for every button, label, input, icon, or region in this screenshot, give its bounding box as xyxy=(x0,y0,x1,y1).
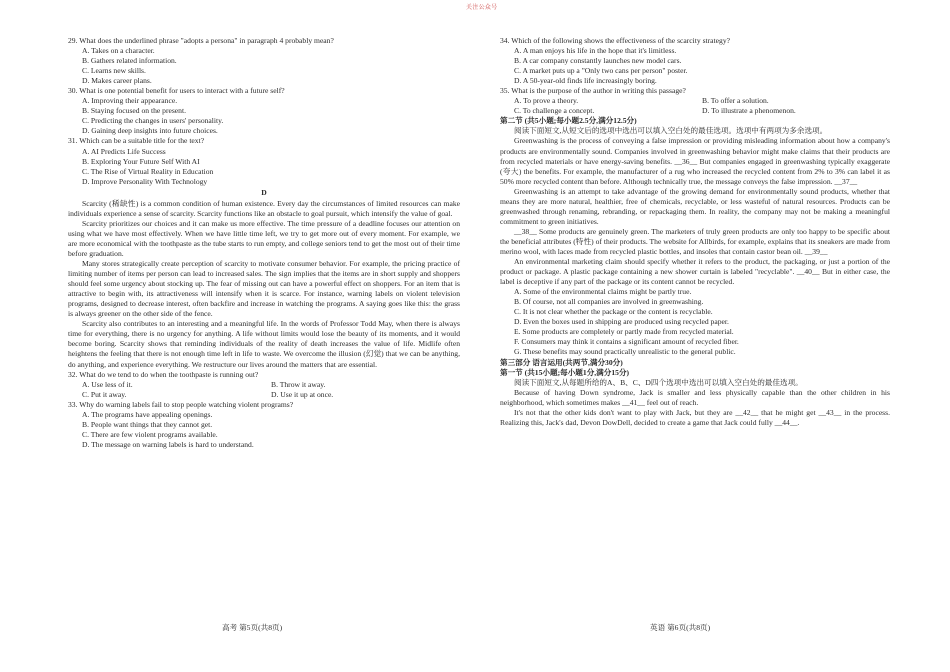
passage-paragraph: An environmental marketing claim should specify whether it refers to the product, the packaging, or just a portion of the product or package. A plastic package containing a new shower curtain is labeled "recyclable". __40__ But in either case, the label is deceptive if any part of the package or its content cannot be recycled. xyxy=(500,257,890,287)
option: B. A car company constantly launches new model cars. xyxy=(514,56,682,66)
option: C. Learns new skills. xyxy=(82,66,146,76)
option: A. To prove a theory. xyxy=(514,96,579,106)
option: C. There are few violent programs available. xyxy=(82,429,218,439)
question-33: 33. Why do warning labels fail to stop people watching violent programs? xyxy=(68,399,294,409)
passage-paragraph: Many stores strategically create perception of scarcity to motivate consumer behavior. For example, the pricing practice of limiting number of items per person can lead to increased sales. The sign implies that the items are in short supply and shoppers should feel some urgency about stocking up. The fear of missing out can have a powerful effect on shoppers. For an item that is attractive to begin with, its attractiveness will intensify when it is scarce. For instance, warning labels on violent television programs, designed to decrease interest, often backfire and increase in watching the programs. A saying goes like this: the grass is always greener on the other side of the fence. xyxy=(68,259,460,319)
choice: C. It is not clear whether the package or the content is recyclable. xyxy=(514,307,713,317)
choice: B. Of course, not all companies are involved in greenwashing. xyxy=(514,297,704,307)
section-header: 第二节 (共5小题;每小题2.5分,满分12.5分) xyxy=(500,116,637,126)
passage-paragraph: __38__ Some products are genuinely green. The marketers of truly green products are only too happy to be specific about the beneficial attributes (特性) of their products. The website for Allbirds, for example, explains that its sneakers are made from merino wool, with laces made from recycled plastic bottles, and insoles that contain castor bean oil. __39__ xyxy=(500,226,890,256)
watermark-stamp: 关注公众号 xyxy=(466,5,498,11)
page-footer-right: 英语 第6页(共8页) xyxy=(650,623,711,632)
cloze-paragraph: Because of having Down syndrome, Jack is smaller and less physically capable than the other children in his neighborhood, which sometimes makes __41__ feel out of reach. xyxy=(500,387,890,407)
choice: F. Consumers may think it contains a significant amount of recycled fiber. xyxy=(514,337,739,347)
option: B. Throw it away. xyxy=(271,379,326,389)
option: C. A market puts up a "Only two cans per person" poster. xyxy=(514,66,688,76)
option: B. Gathers related information. xyxy=(82,56,177,66)
option: A. AI Predicts Life Success xyxy=(82,146,166,156)
option: A. Improving their appearance. xyxy=(82,96,178,106)
option: A. A man enjoys his life in the hope that it's limitless. xyxy=(514,46,677,56)
passage-paragraph: Scarcity also contributes to an interesting and a meaningful life. In the words of Professor Todd May, when there is always time for everything, there is no urgency for anything. A life without limits would lose the beauty of its moments, and it would become boring. Scarcity shows that reminding individuals of the reality of death increases the value of life. Midlife often heightens the feeling that there is not enough time left in life to waste. We overcome the illusion (幻觉) that we can be anything, do anything, and experience everything. We restructure our lives around the matters that are essential. xyxy=(68,319,460,369)
option: B. Staying focused on the present. xyxy=(82,106,186,116)
option: B. People want things that they cannot get. xyxy=(82,419,213,429)
question-31: 31. Which can be a suitable title for the text? xyxy=(68,136,205,146)
choice: G. These benefits may sound practically unrealistic to the general public. xyxy=(514,347,736,357)
option: B. To offer a solution. xyxy=(702,96,769,106)
question-35: 35. What is the purpose of the author in writing this passage? xyxy=(500,86,686,96)
passage-paragraph: Greenwashing is an attempt to take advantage of the growing demand for environmentally sound products, whether that means they are more natural, healthier, free of chemicals, recyclable, or less wasteful of natural resources. Products can be greenwashed through renaming, rebranding, or repackaging them. In reality, the company may not be making a meaningful commitment to green initiatives. xyxy=(500,186,890,226)
option: C. The Rise of Virtual Reality in Education xyxy=(82,166,214,176)
left-column xyxy=(68,36,460,450)
choice: A. Some of the environmental claims might be partly true. xyxy=(514,287,692,297)
passage-paragraph: Scarcity prioritizes our choices and it can make us more effective. The time pressure of a deadline focuses our attention on using what we have most effectively. When we have little time left, we try to get more out of every moment. For example, we are more economical with the toothpaste as the tube starts to run empty, and college seniors tend to get the most out of their time before graduation. xyxy=(68,218,460,258)
option: D. The message on warning labels is hard to understand. xyxy=(82,439,254,449)
section-instruction: 阅读下面短文,从短文后的选项中选出可以填入空白处的最佳选项。选项中有两项为多余选项。 xyxy=(514,126,828,136)
question-32: 32. What do we tend to do when the toothpaste is running out? xyxy=(68,369,259,379)
option: D. Use it up at once. xyxy=(271,389,334,399)
section-header: 第一节 (共15小题;每小题1分,满分15分) xyxy=(500,367,630,377)
part-header: 第三部分 语言运用(共两节,满分30分) xyxy=(500,357,623,367)
option: A. The programs have appealing openings. xyxy=(82,409,213,419)
option: D. Makes career plans. xyxy=(82,76,152,86)
option: A. Takes on a character. xyxy=(82,46,155,56)
page-footer-left: 高考 第5页(共8页) xyxy=(222,623,283,632)
choice: D. Even the boxes used in shipping are produced using recycled paper. xyxy=(514,317,729,327)
cloze-paragraph: It's not that the other kids don't want to play with Jack, but they are __42__ that he might get __43__ in the process. Realizing this, Jack's dad, Devon DowDell, decided to create a game that Jack could fully __44__. xyxy=(500,407,890,427)
passage-paragraph: Greenwashing is the process of conveying a false impression or providing misleading information about how a company's products are environmentally sound. Companies involved in greenwashing behavior might make claims that their products are from recycled materials or have energy-saving benefits. __36__ But companies engaged in greenwashing typically exaggerate (夸大) the benefits. For example, the manufacturer of a rug who increased the recycled content from 2% to 3% can label it as 50% more recycled content than before. Although technically true, the message conveys the false impression. __37__ xyxy=(500,136,890,186)
option: D. Gaining deep insights into future choices. xyxy=(82,126,218,136)
question-29: 29. What does the underlined phrase "adopts a persona" in paragraph 4 probably mean? xyxy=(68,36,334,45)
passage-section-letter: D xyxy=(261,187,267,197)
option: D. To illustrate a phenomenon. xyxy=(702,106,796,116)
section-instruction: 阅读下面短文,从每题所给的A、B、C、D四个选项中选出可以填入空白处的最佳选项。 xyxy=(514,377,803,387)
option-grid xyxy=(514,96,890,116)
passage-paragraph: Scarcity (稀缺性) is a common condition of human existence. Every day the circumstances of limited resources can make individuals experience a sense of scarcity. Scarcity functions like an obstacle to goal pursuit, which intensify the value of goal. xyxy=(68,198,460,218)
question-30: 30. What is one potential benefit for users to interact with a future self? xyxy=(68,86,285,96)
question-34: 34. Which of the following shows the effectiveness of the scarcity strategy? xyxy=(500,36,730,45)
right-column xyxy=(500,36,890,428)
option-grid xyxy=(82,380,460,400)
option: C. To challenge a concept. xyxy=(514,106,595,116)
option: C. Predicting the changes in users' personality. xyxy=(82,116,224,126)
choice: E. Some products are completely or partly made from recycled material. xyxy=(514,327,734,337)
option: B. Exploring Your Future Self With AI xyxy=(82,156,200,166)
option: C. Put it away. xyxy=(82,389,127,399)
option: D. A 50-year-old finds life increasingly boring. xyxy=(514,76,657,86)
option: A. Use less of it. xyxy=(82,379,133,389)
option: D. Improve Personality With Technology xyxy=(82,176,208,186)
